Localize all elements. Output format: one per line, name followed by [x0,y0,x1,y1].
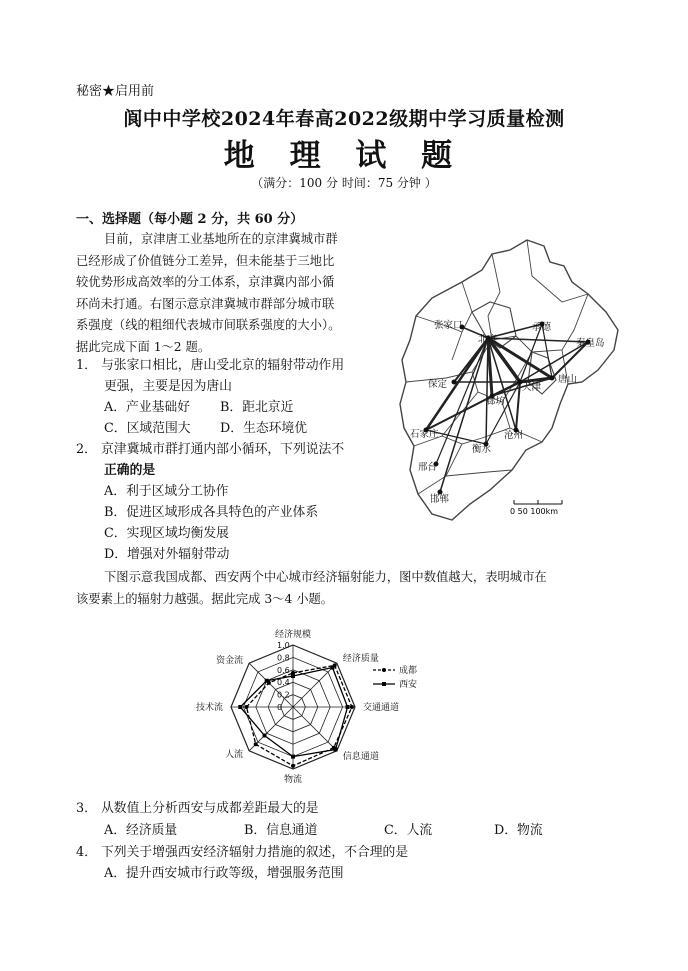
map-label-zhangjiakou: 张家口 [434,320,463,331]
map-city-dot [452,380,457,385]
q1-option-d: D．生态环境优 [220,421,308,436]
intro-line: 目前，京津唐工业基地所在的京津冀城市群 [104,232,338,246]
section-heading: 一、选择题（每小题 2 分，共 60 分） [76,212,304,227]
q2-option-a: A．利于区域分工协作 [104,484,229,499]
map-link [486,338,488,444]
intro-line: 已经形成了价值链分工差异，但未能基于三地比 [76,253,335,268]
map-link [488,338,588,342]
radar-point [245,705,249,709]
q1-option-b: B．距北京近 [220,400,294,415]
legend-label: 西安 [399,680,418,690]
radar-point [265,679,269,683]
legend-label: 成都 [399,666,418,676]
radar-tick-label: 0.8 [277,653,290,663]
q1-stem-line1: 1． 与张家口相比，唐山受北京的辐射带动作用 [76,358,345,373]
q1-option-a: A．产业基础好 [104,400,191,415]
radar-tick-label: 0.4 [277,678,290,688]
radar-axis-label: 技术流 [195,703,223,713]
radar-tick-label: 0.2 [277,690,290,700]
map-label-qinhuangdao: 秦皇岛 [576,338,605,349]
map-label-handan: 邯郸 [430,494,450,505]
map-link [440,338,488,492]
radar-point [238,705,242,709]
intro-line: 环尚未打通。右图示意京津冀城市群部分城市联 [76,296,335,311]
map-label-chengde: 承德 [532,322,552,333]
radar-tick-label: 1.0 [277,641,290,650]
q3-option-b: B．信息通道 [244,823,318,838]
radar-axis-label: 信息通道 [342,751,379,762]
confidential-label: 秘密★启用前 [76,84,155,99]
radar-axis-label: 交通通道 [363,703,400,713]
q2-option-d: D．增强对外辐射带动 [104,547,230,562]
legend-marker [382,682,386,686]
map-label-xingtai: 邢台 [418,462,438,473]
map-label-baoding: 保定 [428,379,448,390]
q3-option-a: A．经济质量 [104,823,178,838]
radar-axis-label: 物流 [283,775,303,785]
radar-axis-label: 经济规模 [274,630,312,640]
radar-chart [175,612,435,802]
q3-stem: 3． 从数值上分析西安与成都差距最大的是 [76,801,319,816]
intro2-line1: 下图示意我国成都、西安两个中心城市经济辐射能力，图中数值越大，表明城市在 [104,570,547,584]
radar-point [254,742,258,746]
intro-paragraph-1 [76,229,392,358]
q1-stem-line2: 更强，主要是因为唐山 [104,379,232,394]
map-label-hengshui: 衡水 [472,444,492,455]
map-link [426,396,492,430]
radar-tick-label: 0.6 [277,665,290,675]
q4-stem: 4． 下列关于增强西安经济辐射力措施的叙述，不合理的是 [76,845,409,860]
legend-marker [382,668,386,672]
radar-axis-label: 经济质量 [342,654,379,665]
radar-point [330,666,334,670]
q2-option-b: B．促进区域形成各具特色的产业体系 [104,505,319,520]
map-label-shijiazhuang: 石家庄 [410,429,439,440]
radar-axis-label: 人流 [225,749,244,760]
map-label-tangshan: 唐山 [558,374,578,385]
intro2-line2: 该要素上的辐射力越强。据此完成 3～4 小题。 [76,592,334,606]
radar-point [291,674,295,678]
radar-point [263,733,267,737]
radar-axis-label: 资金流 [216,656,244,667]
q3-option-d: D．物流 [494,823,543,838]
intro-line: 据此完成下面 1～2 题。 [76,339,211,354]
exam-meta: （满分：100 分 时间：75 分钟 ） [251,176,437,190]
radar-point [291,764,295,768]
intro-line: 系强度（线的粗细代表城市间联系强度的大小）。 [76,318,341,332]
map-label-tianjin: 天津 [522,382,542,393]
radar-point [350,705,354,709]
q3-option-c: C．人流 [384,823,433,838]
q2-stem-line2: 正确的是 [104,463,156,478]
q2-option-c: C．实现区域均衡发展 [104,526,229,541]
q1-option-c: C．区域范围大 [104,421,191,436]
intro-line: 较优势形成高效率的分工体系，京津冀内部小循 [76,275,335,289]
map-label-cangzhou: 沧州 [504,430,524,441]
radar-point [334,748,338,752]
map-city-dot [550,376,555,381]
map-scale-label: 0 50 100km [510,507,559,516]
map-scale-bar [510,500,562,516]
radar-tick-label: 0 [277,703,283,712]
radar-point [291,755,295,759]
jingjinji-map [392,232,624,522]
q4-option-a: A．提升西安城市行政等级，增强服务范围 [104,866,344,881]
q2-stem-line1: 2． 京津冀城市群打通内部小循环，下列说法不 [76,442,345,457]
exam-title: 阆中中学校2024年春高2022级期中学习质量检测 [123,108,565,130]
intro-paragraph-2 [76,566,646,610]
subject-title: 地 理 试 题 [223,138,465,174]
radar-point [346,705,350,709]
map-label-langfang: 廊坊 [486,396,506,407]
map-label-beijing: 北京 [478,334,498,345]
